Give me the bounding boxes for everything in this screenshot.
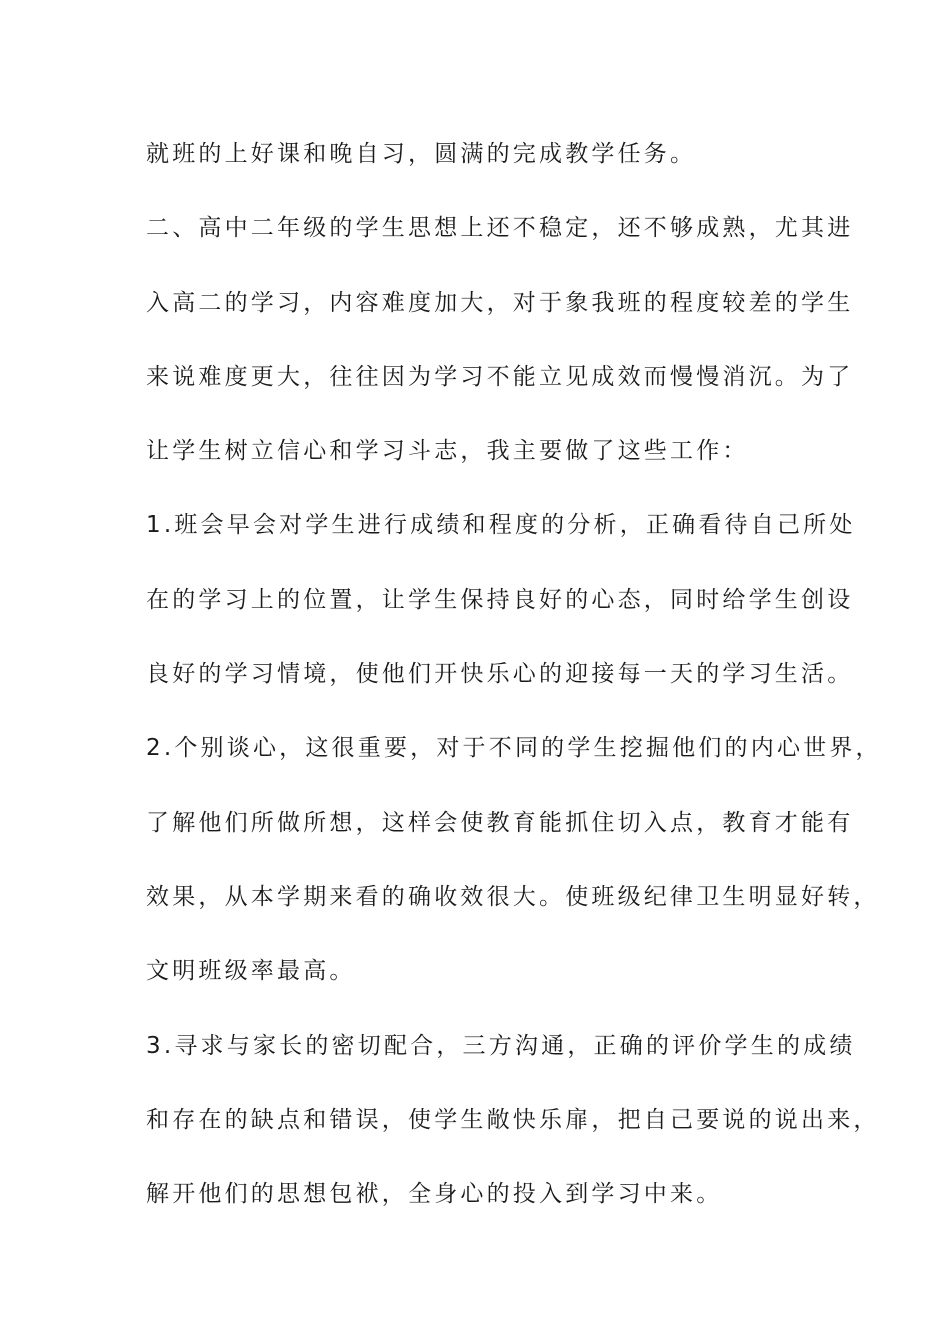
text-line-9: 2.个别谈心，这很重要，对于不同的学生挖掘他们的内心世界，: [146, 735, 882, 762]
text-line-11: 效果，从本学期来看的确收效很大。使班级纪律卫生明显好转，: [146, 883, 880, 910]
text-line-3: 入高二的学习，内容难度加大，对于象我班的程度较差的学生: [146, 289, 854, 316]
text-line-4: 来说难度更大，往往因为学习不能立见成效而慢慢消沉。为了: [146, 363, 854, 390]
text-line-6: 1.班会早会对学生进行成绩和程度的分析，正确看待自己所处: [146, 512, 856, 539]
text-line-5: 让学生树立信心和学习斗志，我主要做了这些工作：: [146, 438, 749, 465]
text-line-13: 3.寻求与家长的密切配合，三方沟通，正确的评价学生的成绩: [146, 1032, 856, 1059]
text-line-7: 在的学习上的位置，让学生保持良好的心态，同时给学生创设: [146, 586, 854, 613]
text-line-8: 良好的学习情境，使他们开快乐心的迎接每一天的学习生活。: [146, 661, 854, 688]
document-body: [146, 128, 882, 1242]
text-line-1: 就班的上好课和晚自习，圆满的完成教学任务。: [146, 141, 697, 167]
text-line-12: 文明班级率最高。: [146, 958, 356, 985]
text-line-15: 解开他们的思想包袱，全身心的投入到学习中来。: [146, 1181, 723, 1208]
text-line-10: 了解他们所做所想，这样会使教育能抓住切入点，教育才能有: [146, 809, 854, 836]
text-line-2: 二、高中二年级的学生思想上还不稳定，还不够成熟，尤其进: [146, 215, 854, 242]
text-line-14: 和存在的缺点和错误，使学生敞快乐扉，把自己要说的说出来，: [146, 1106, 880, 1133]
